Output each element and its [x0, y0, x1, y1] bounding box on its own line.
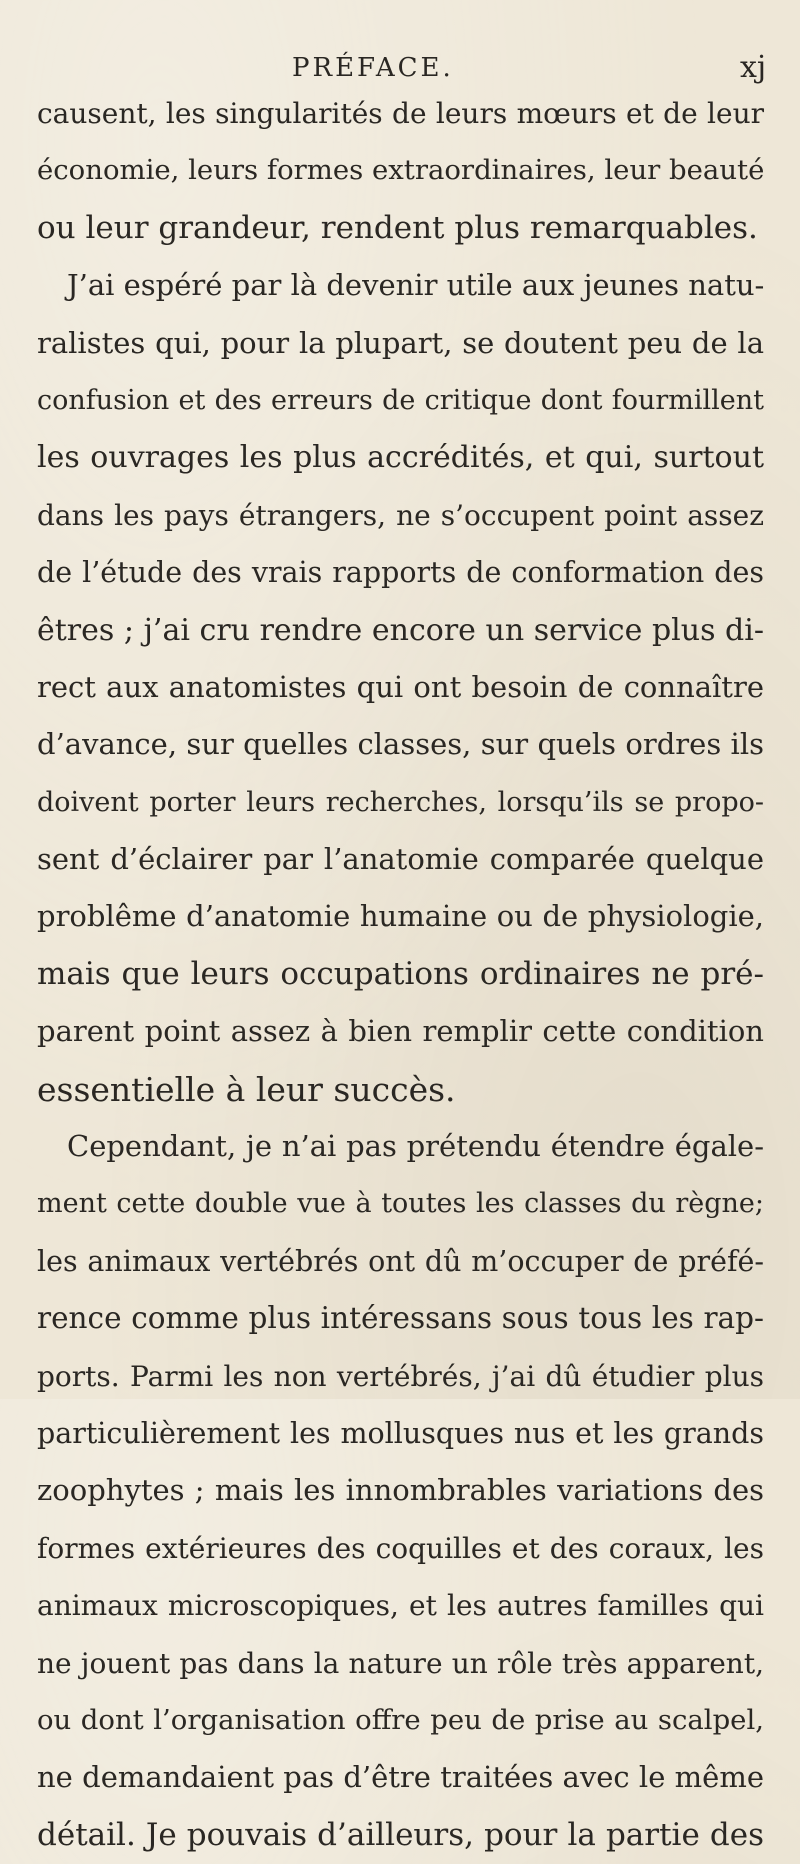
- text-line: les ouvrages les plus accrédités, et qui, surtout: [37, 440, 764, 476]
- text-line: causent, les singularités de leurs mœurs et de leur: [37, 97, 764, 130]
- text-line: mais que leurs occupations ordinaires ne pré-: [37, 955, 764, 992]
- running-head: [0, 48, 800, 88]
- text-line: les animaux vertébrés ont dû m’occuper de préfé-: [37, 1244, 764, 1278]
- text-line: ment cette double vue à toutes les classes du règne;: [37, 1188, 764, 1220]
- text-line: animaux microscopiques, et les autres familles qui: [37, 1589, 764, 1623]
- text-line: J’ai espéré par là devenir utile aux jeunes natu-: [67, 268, 765, 303]
- page-number: xj: [740, 50, 767, 85]
- text-line: zoophytes ; mais les innombrables variations des: [37, 1473, 764, 1508]
- text-line: confusion et des erreurs de critique dont fourmillent: [37, 384, 764, 416]
- text-line: Cependant, je n’ai pas prétendu étendre égale-: [67, 1129, 764, 1164]
- text-line: rect aux anatomistes qui ont besoin de connaître: [37, 669, 764, 704]
- text-line: formes extérieures des coquilles et des coraux, les: [37, 1531, 764, 1565]
- text-line: ralistes qui, pour la plupart, se doutent peu de la: [37, 325, 764, 360]
- text-line: d’avance, sur quelles classes, sur quels ordres ils: [37, 727, 764, 762]
- text-line: ou leur grandeur, rendent plus remarquables.: [37, 209, 758, 246]
- text-line: dans les pays étrangers, ne s’occupent point assez: [37, 498, 764, 532]
- text-line: essentielle à leur succès.: [37, 1069, 456, 1109]
- text-line: ou dont l’organisation offre peu de prise au scalpel,: [37, 1703, 764, 1736]
- text-line: problême d’anatomie humaine ou de physiologie,: [37, 899, 764, 934]
- body-text: [37, 85, 764, 1864]
- text-line: parent point assez à bien remplir cette condition: [37, 1014, 764, 1049]
- text-line: sent d’éclairer par l’anatomie comparée quelque: [37, 842, 764, 877]
- text-line: détail. Je pouvais d’ailleurs, pour la partie des: [37, 1816, 764, 1853]
- text-line: ne demandaient pas d’être traitées avec le même: [37, 1760, 764, 1795]
- text-line: particulièrement les mollusques nus et les grands: [37, 1416, 764, 1450]
- running-head-title: PRÉFACE.: [292, 53, 454, 83]
- text-line: économie, leurs formes extraordinaires, leur beauté: [37, 154, 765, 187]
- text-line: doivent porter leurs recherches, lorsqu’ils se propo-: [37, 786, 764, 818]
- text-line: ports. Parmi les non vertébrés, j’ai dû étudier plus: [37, 1359, 764, 1393]
- text-line: de l’étude des vrais rapports de conformation des: [37, 556, 764, 590]
- text-line: êtres ; j’ai cru rendre encore un service plus di-: [37, 612, 764, 648]
- text-line: ne jouent pas dans la nature un rôle très apparent,: [37, 1646, 764, 1680]
- text-line: rence comme plus intéressans sous tous les rap-: [37, 1301, 764, 1336]
